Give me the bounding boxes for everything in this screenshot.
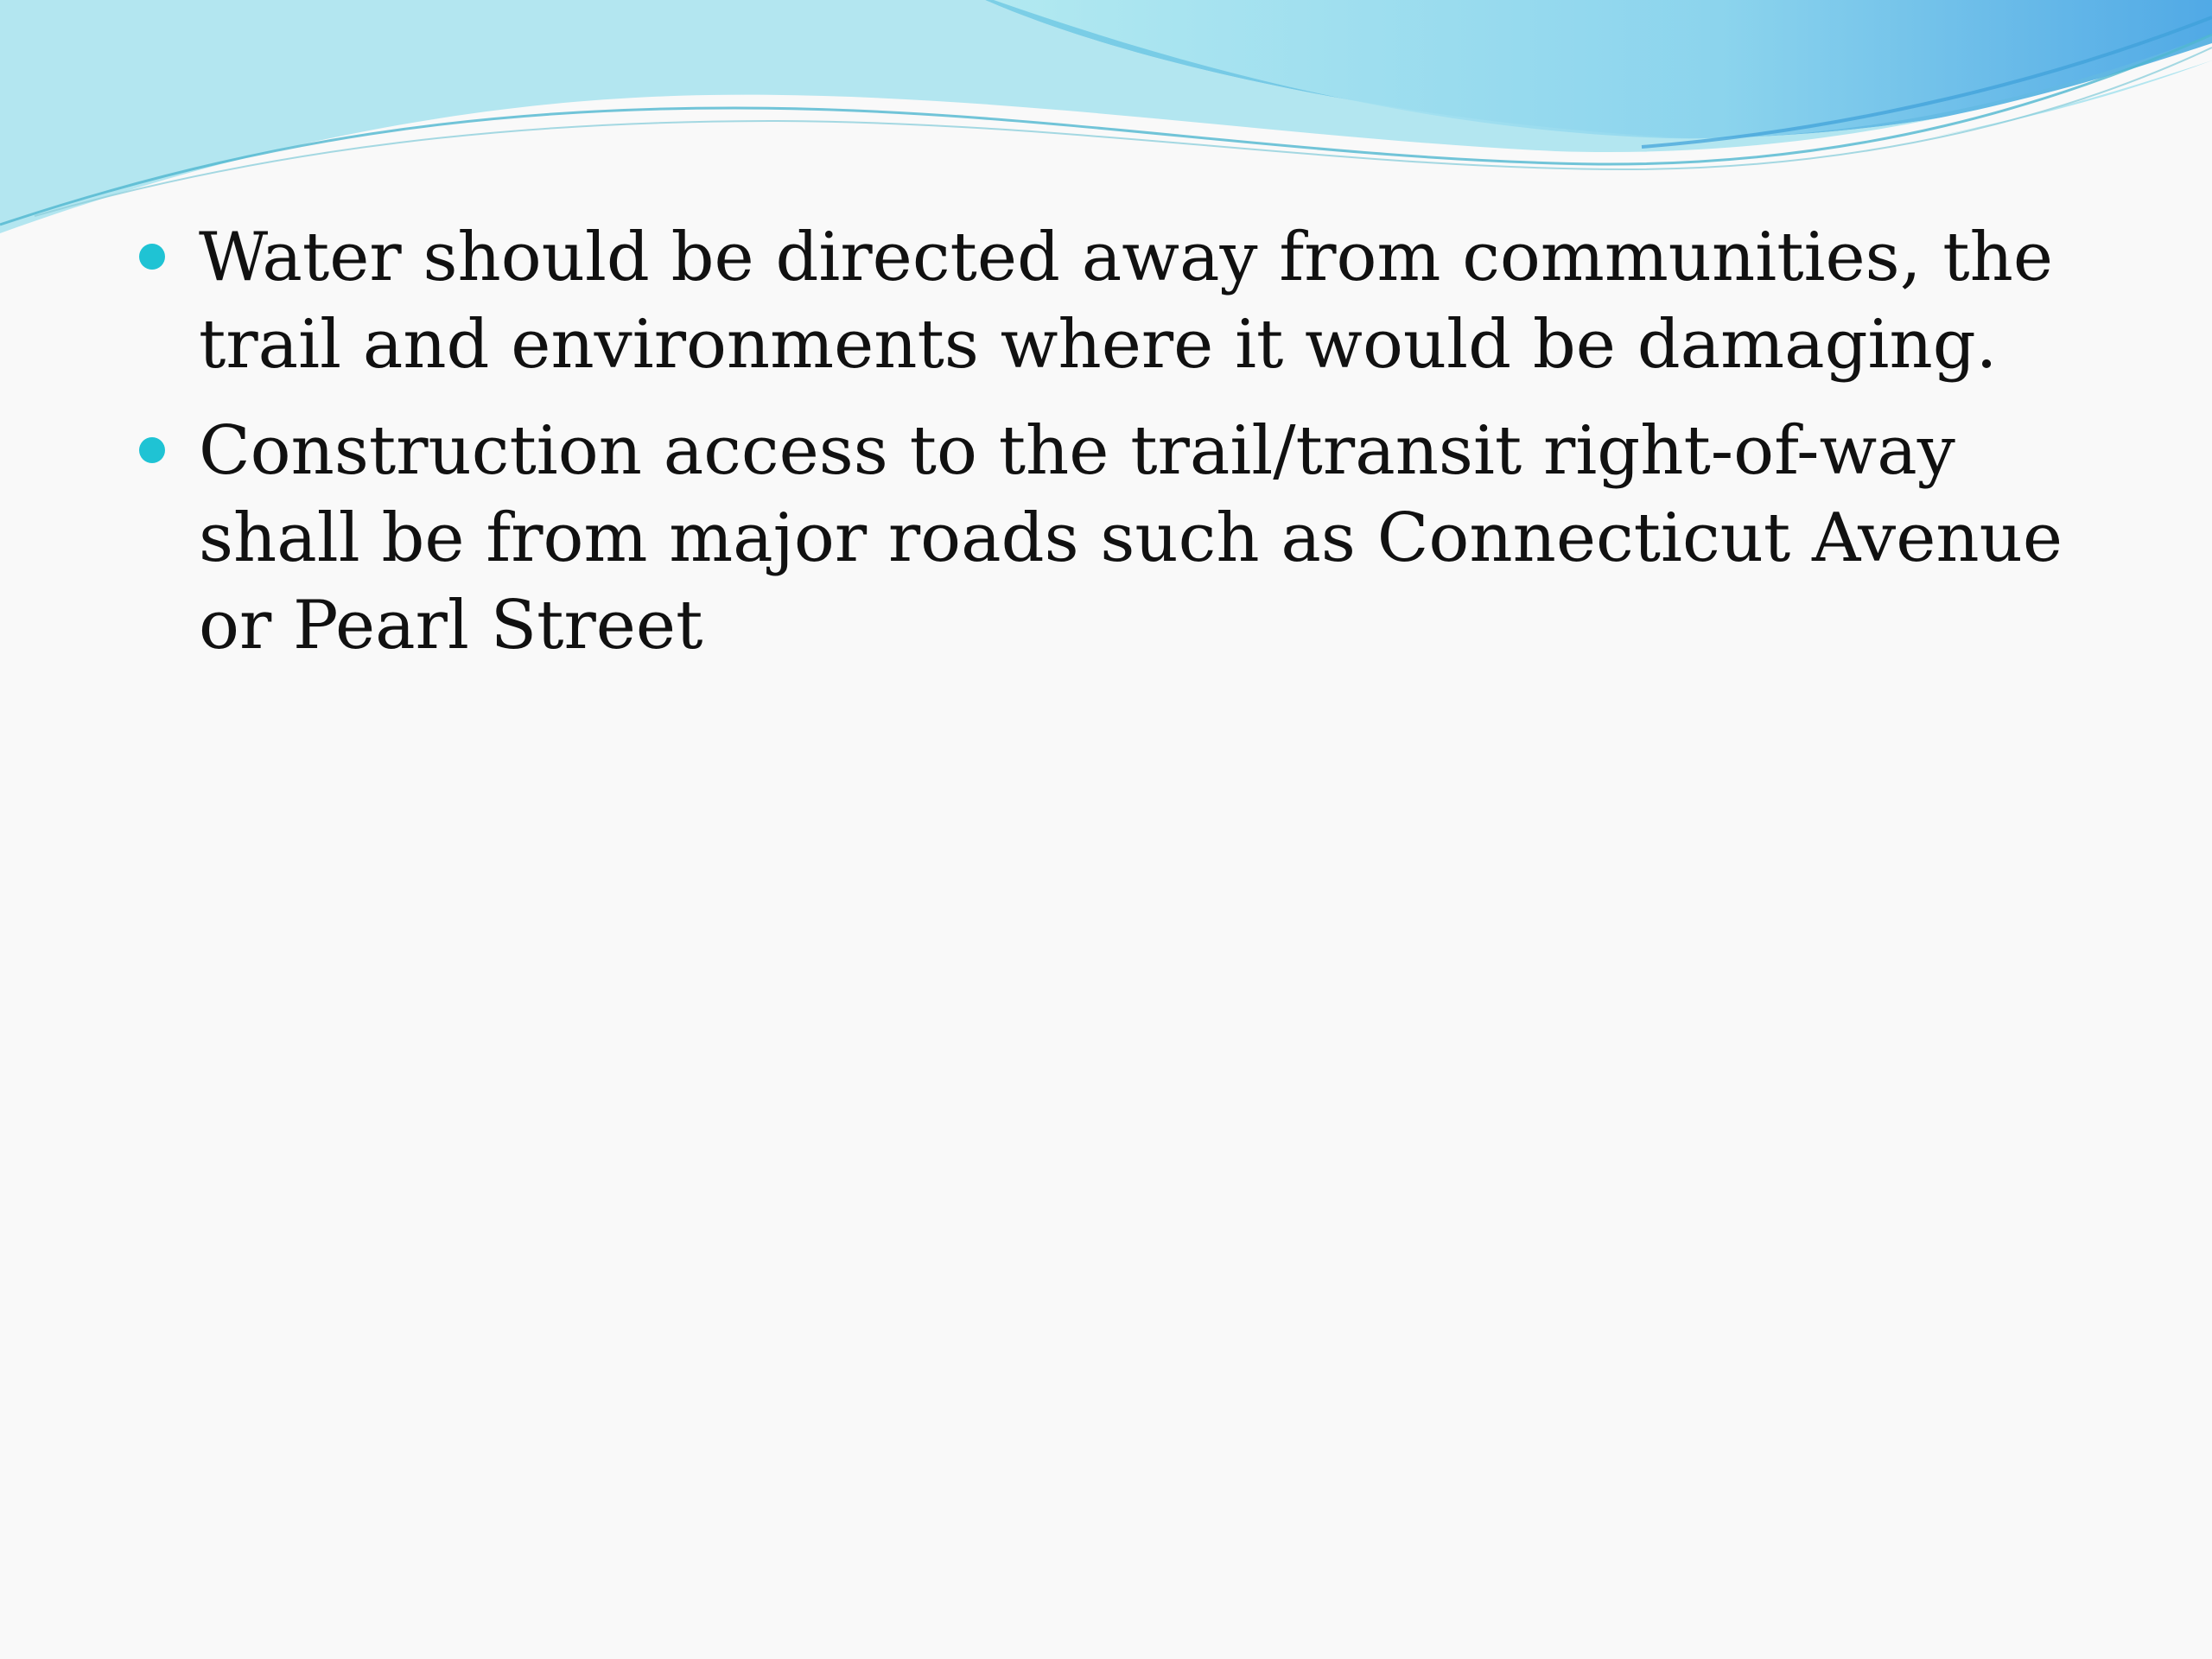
slide-body (134, 214, 2121, 689)
bullet-item (134, 408, 2121, 670)
bullet-text: Water should be directed away from communities, the trail and environments where it would be damaging. (199, 219, 2054, 384)
bullet-text: Construction access to the trail/transit right-of-way shall be from major roads such as Connecticut Avenue or Pearl Street (199, 412, 2063, 664)
bullet-dot-icon (139, 244, 165, 270)
bullet-dot-icon (139, 437, 165, 463)
bullet-item (134, 214, 2121, 389)
bullet-list (134, 214, 2121, 670)
